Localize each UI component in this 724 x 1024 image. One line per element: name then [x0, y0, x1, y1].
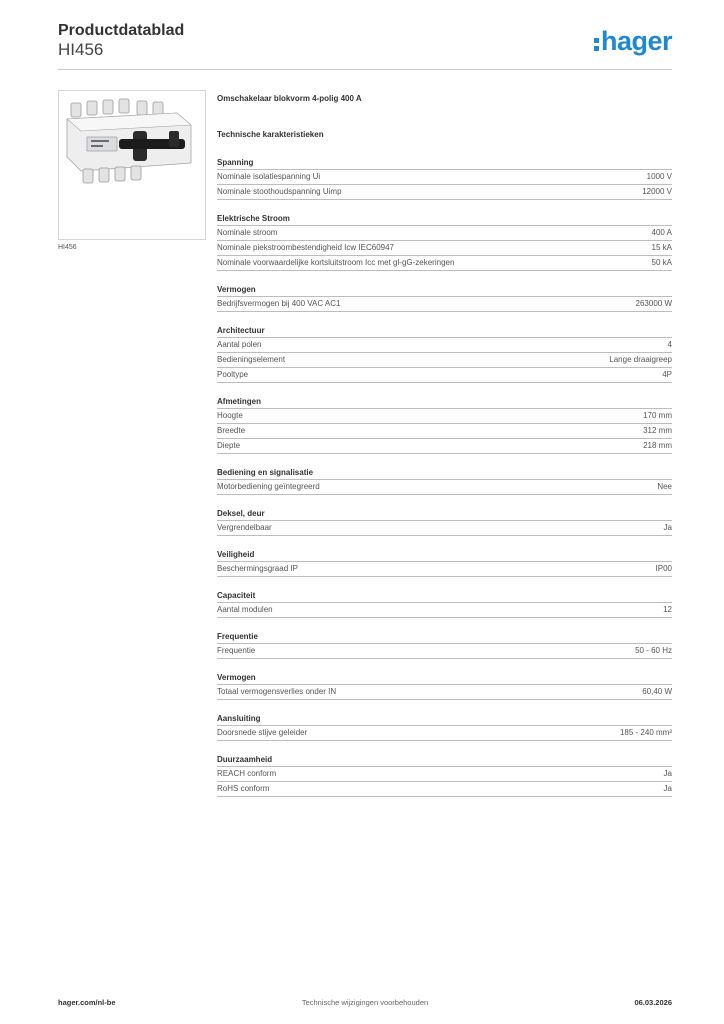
spec-value: 15 kA: [651, 243, 672, 252]
spec-value: 1000 V: [646, 172, 672, 181]
spec-section: [217, 550, 672, 577]
spec-row: [217, 424, 672, 439]
spec-label: Bedieningselement: [217, 355, 286, 364]
logo-text: hager: [600, 26, 672, 56]
spec-value: 312 mm: [643, 426, 672, 435]
spec-value: 60,40 W: [642, 687, 672, 696]
spec-section: [217, 468, 672, 495]
spec-row: [217, 767, 672, 782]
spec-value: 170 mm: [643, 411, 672, 420]
section-title: Veiligheid: [217, 550, 672, 562]
page-footer: [58, 998, 672, 1010]
image-caption: HI456: [58, 244, 77, 251]
spec-section: [217, 158, 672, 200]
spec-label: Beschermingsgraad IP: [217, 564, 298, 573]
section-title: Duurzaamheid: [217, 755, 672, 767]
spec-row: [217, 439, 672, 454]
spec-section: [217, 755, 672, 797]
spec-row: [217, 226, 672, 241]
spec-label: Motorbediening geïntegreerd: [217, 482, 320, 491]
spec-value: 263000 W: [635, 299, 672, 308]
spec-section: [217, 285, 672, 312]
spec-row: [217, 241, 672, 256]
spec-label: REACH conform: [217, 769, 277, 778]
spec-row: [217, 726, 672, 741]
spec-row: [217, 409, 672, 424]
section-title: Bediening en signalisatie: [217, 468, 672, 480]
tech-heading: Technische karakteristieken: [217, 130, 324, 139]
page-header: [58, 20, 672, 70]
spec-label: Totaal vermogensverlies onder IN: [217, 687, 337, 696]
spec-section: [217, 591, 672, 618]
spec-row: [217, 644, 672, 659]
spec-label: Pooltype: [217, 370, 249, 379]
section-title: Vermogen: [217, 285, 672, 297]
spec-row: [217, 368, 672, 383]
spec-value: 400 A: [651, 228, 672, 237]
spec-label: Diepte: [217, 441, 241, 450]
spec-row: [217, 603, 672, 618]
spec-row: [217, 480, 672, 495]
section-title: Vermogen: [217, 673, 672, 685]
section-title: Architectuur: [217, 326, 672, 338]
spec-value: 218 mm: [643, 441, 672, 450]
spec-value: 4: [667, 340, 672, 349]
section-title: Elektrische Stroom: [217, 214, 672, 226]
spec-section: [217, 326, 672, 383]
spec-label: RoHS conform: [217, 784, 270, 793]
spec-row: [217, 353, 672, 368]
spec-sections: [217, 158, 672, 797]
spec-value: 185 - 240 mm²: [619, 728, 672, 737]
spec-row: [217, 297, 672, 312]
footer-disclaimer: Technische wijzigingen voorbehouden: [301, 998, 429, 1007]
section-title: Afmetingen: [217, 397, 672, 409]
section-title: Frequentie: [217, 632, 672, 644]
footer-website-link[interactable]: hager.com/nl-be: [58, 998, 116, 1007]
spec-label: Nominale stroom: [217, 228, 278, 237]
spec-row: [217, 685, 672, 700]
spec-label: Hoogte: [217, 411, 243, 420]
spec-label: Frequentie: [217, 646, 256, 655]
spec-value: 12: [663, 605, 672, 614]
header-divider: [58, 69, 672, 70]
spec-value: 50 - 60 Hz: [635, 646, 672, 655]
product-code: HI456: [58, 40, 104, 59]
spec-row: [217, 782, 672, 797]
spec-label: Doorsnede stijve geleider: [217, 728, 308, 737]
spec-label: Breedte: [217, 426, 246, 435]
section-title: Spanning: [217, 158, 672, 170]
spec-label: Aantal modulen: [217, 605, 273, 614]
spec-value: Lange draaigreep: [609, 355, 672, 364]
spec-section: [217, 673, 672, 700]
spec-label: Nominale voorwaardelijke kortsluitstroom Icc met gl-gG-zekeringen: [217, 258, 455, 267]
product-name: Omschakelaar blokvorm 4-polig 400 A: [217, 94, 362, 103]
product-image: [58, 90, 206, 240]
spec-value: 4P: [662, 370, 672, 379]
spec-value: 50 kA: [651, 258, 672, 267]
spec-label: Nominale piekstroombestendigheid Icw IEC60947: [217, 243, 394, 252]
spec-section: [217, 509, 672, 536]
spec-row: [217, 521, 672, 536]
spec-section: [217, 214, 672, 271]
spec-section: [217, 397, 672, 454]
spec-row: [217, 338, 672, 353]
section-title: Deksel, deur: [217, 509, 672, 521]
switch-product-icon: [59, 91, 205, 239]
footer-date: 06.03.2026: [634, 998, 672, 1007]
logo-dots-icon: [594, 38, 599, 54]
spec-row: [217, 256, 672, 271]
spec-value: IP00: [655, 564, 672, 573]
spec-label: Aantal polen: [217, 340, 262, 349]
spec-value: Ja: [663, 784, 672, 793]
section-title: Capaciteit: [217, 591, 672, 603]
spec-section: [217, 714, 672, 741]
spec-label: Bedrijfsvermogen bij 400 VAC AC1: [217, 299, 341, 308]
spec-value: 12000 V: [642, 187, 672, 196]
spec-row: [217, 562, 672, 577]
spec-label: Nominale stoothoudspanning Uimp: [217, 187, 342, 196]
section-title: Aansluiting: [217, 714, 672, 726]
spec-section: [217, 632, 672, 659]
spec-content: [217, 90, 672, 797]
spec-value: Ja: [663, 769, 672, 778]
spec-row: [217, 170, 672, 185]
spec-label: Vergrendelbaar: [217, 523, 272, 532]
spec-value: Nee: [657, 482, 672, 491]
spec-row: [217, 185, 672, 200]
hager-logo: [594, 26, 672, 57]
spec-label: Nominale isolatiespanning Ui: [217, 172, 321, 181]
spec-value: Ja: [663, 523, 672, 532]
page-title: Productdatablad: [58, 22, 185, 39]
